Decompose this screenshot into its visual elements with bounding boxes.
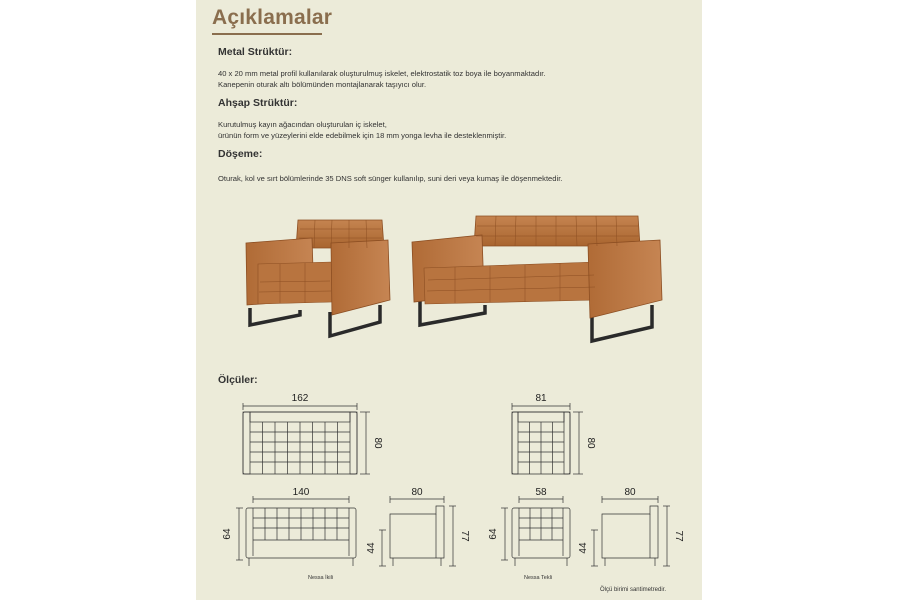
wood-line-1: Kurutulmuş kayın ağacından oluşturulan iç iskelet, bbox=[218, 120, 387, 129]
chair-front-height-dim bbox=[501, 508, 508, 560]
chair-side-view bbox=[602, 506, 658, 566]
sofa-front-height-dim bbox=[236, 508, 243, 560]
sofa-front-height-label: 64 bbox=[222, 528, 233, 540]
sofa-top-depth-dim bbox=[360, 412, 370, 474]
sofa-side-depth-label: 80 bbox=[411, 487, 423, 498]
upholstery-line-1: Oturak, kol ve sırt bölümlerinde 35 DNS soft sünger kullanılıp, suni deri veya kumaş ile döşenmektedir. bbox=[218, 174, 563, 183]
chair-top-depth-label: 80 bbox=[585, 437, 596, 449]
sofa-side-height-label: 77 bbox=[459, 530, 470, 542]
chair-side-seat-label: 44 bbox=[578, 542, 589, 554]
sofa-top-width-dim bbox=[243, 403, 357, 410]
chair-side-seat-dim bbox=[591, 530, 598, 566]
chair-front-width-label: 58 bbox=[535, 487, 547, 498]
chair-front-height-label: 64 bbox=[488, 528, 499, 540]
sofa-photo bbox=[412, 216, 662, 341]
metal-line-2: Kanepenin oturak altı bölümünden montajlanarak taşıyıcı olur. bbox=[218, 80, 427, 89]
sofa-side-view bbox=[390, 506, 444, 566]
chair-side-depth-label: 80 bbox=[624, 487, 636, 498]
sofa-top-width-label: 162 bbox=[291, 393, 309, 404]
sofa-caption: Nessa İkili bbox=[308, 575, 334, 581]
measurements-title: Ölçüler: bbox=[218, 374, 258, 386]
sofa-front-view bbox=[246, 508, 356, 566]
chair-side-height-dim bbox=[663, 506, 670, 566]
sofa-side-seat-dim bbox=[379, 530, 386, 566]
unit-note: Ölçü birimi santimetredir. bbox=[599, 587, 666, 593]
wood-heading: Ahşap Strüktür: bbox=[218, 97, 298, 109]
chair-caption: Nessa Tekli bbox=[524, 575, 553, 581]
chair-top-view bbox=[512, 412, 570, 474]
chair-top-depth-dim bbox=[573, 412, 583, 474]
chair-top-width-label: 81 bbox=[535, 393, 547, 404]
sofa-top-depth-label: 80 bbox=[372, 437, 383, 449]
metal-heading: Metal Strüktür: bbox=[218, 46, 293, 58]
sofa-top-view bbox=[243, 412, 357, 474]
wood-line-2: ürünün form ve yüzeylerini elde edebilmek için 18 mm yonga levha ile desteklenmiştir. bbox=[218, 131, 507, 140]
sofa-front-width-label: 140 bbox=[292, 487, 310, 498]
chair-side-height-label: 77 bbox=[673, 530, 684, 542]
chair-top-width-dim bbox=[512, 403, 570, 410]
page-title: Açıklamalar bbox=[212, 6, 333, 29]
upholstery-heading: Döşeme: bbox=[218, 148, 263, 160]
sofa-side-height-dim bbox=[449, 506, 456, 566]
metal-line-1: 40 x 20 mm metal profil kullanılarak oluşturulmuş iskelet, elektrostatik toz boya ile boyanmaktadır. bbox=[218, 69, 546, 78]
chair-front-view bbox=[512, 508, 570, 566]
sofa-side-seat-label: 44 bbox=[366, 542, 377, 554]
armchair-photo bbox=[246, 220, 390, 336]
